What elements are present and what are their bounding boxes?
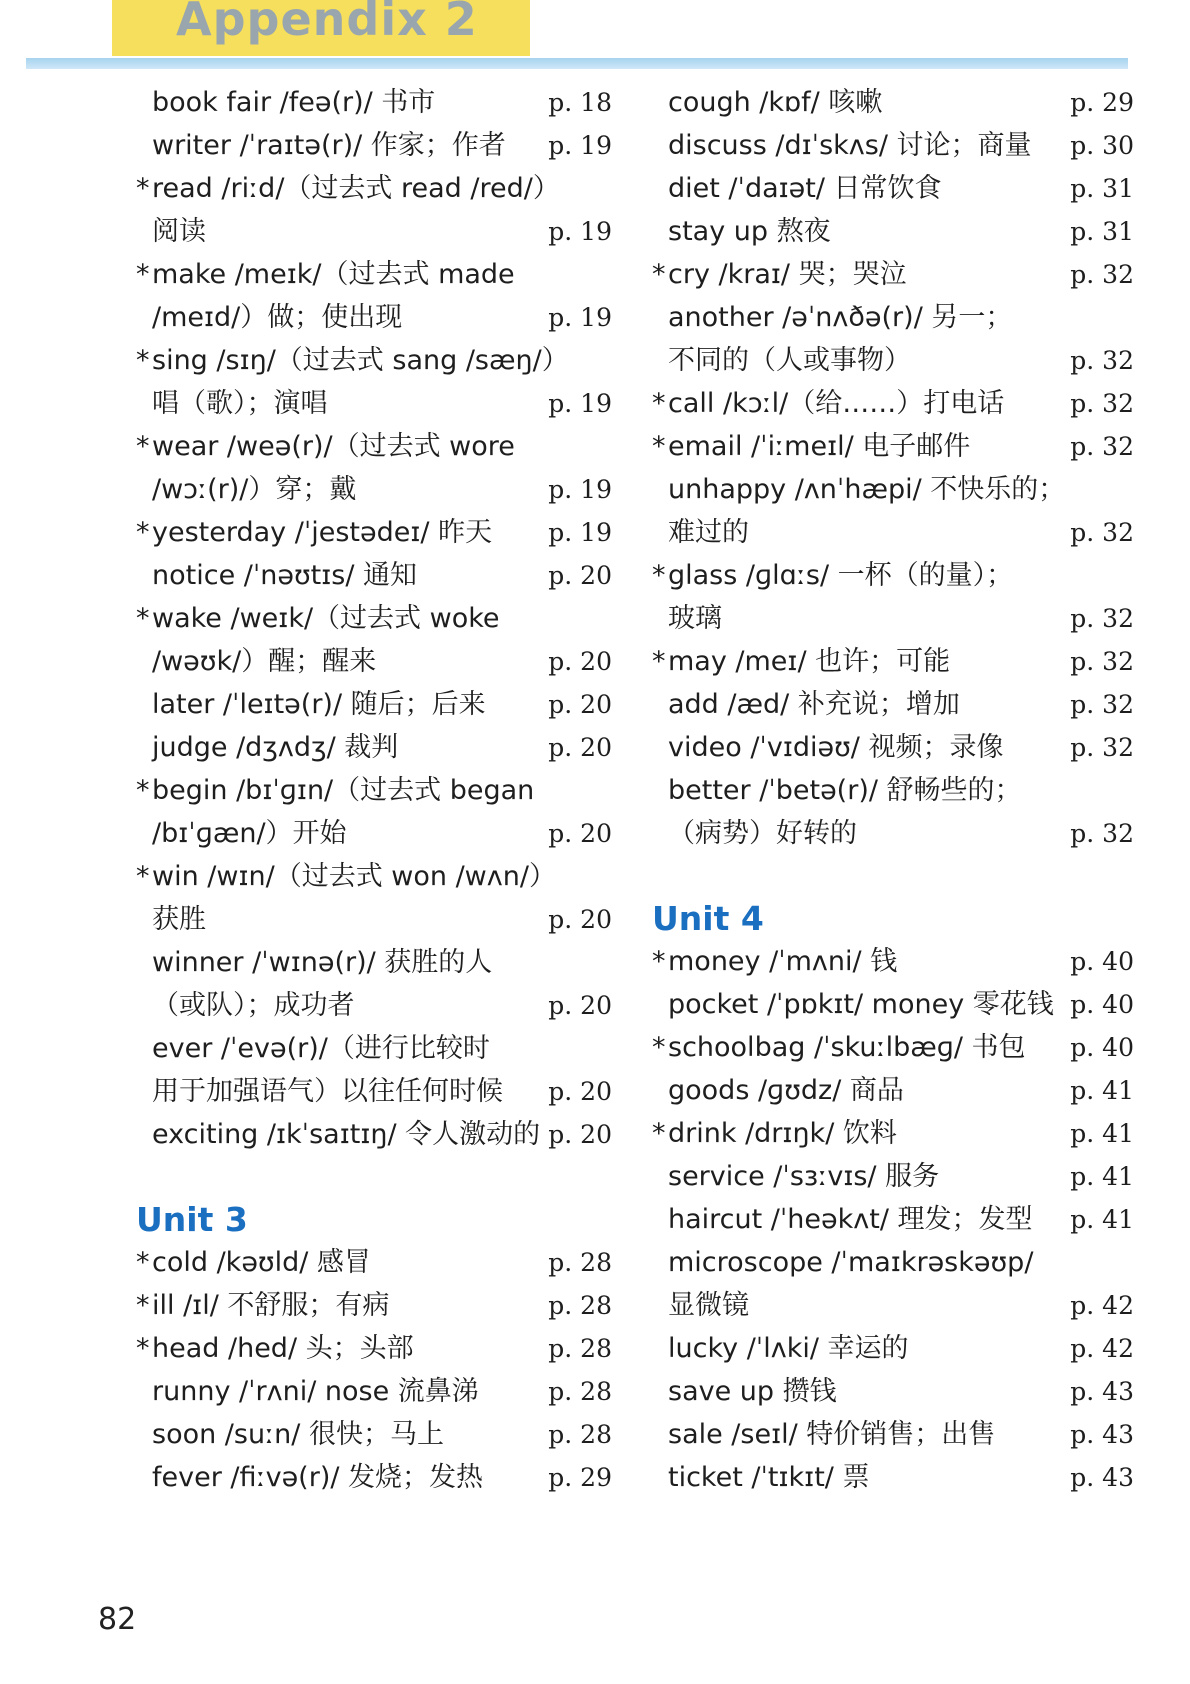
- vocab-page-ref: p. 28: [548, 1377, 612, 1406]
- vocab-text: head /hed/ 头；头部: [152, 1333, 414, 1364]
- vocab-page-ref: p. 32: [1070, 690, 1134, 719]
- appendix-title: Appendix 2: [176, 0, 478, 46]
- vocab-line: [136, 339, 606, 382]
- vocab-line: [136, 1284, 612, 1327]
- vocab-page-ref: p. 20: [548, 819, 612, 848]
- vocab-text: 显微镜: [668, 1290, 749, 1321]
- vocab-text: sing /sɪŋ/（过去式 sang /sæŋ/）: [152, 345, 569, 376]
- vocab-page-ref: p. 31: [1070, 217, 1134, 246]
- vocab-line: [136, 296, 612, 339]
- vocab-line: [136, 167, 606, 210]
- vocab-text: wear /weə(r)/（过去式 wore: [152, 431, 515, 462]
- vocab-text: wake /weɪk/（过去式 woke: [152, 603, 500, 634]
- vocab-page-ref: p. 41: [1070, 1162, 1134, 1191]
- vocab-page-ref: p. 18: [548, 88, 612, 117]
- vocab-text: 获胜: [152, 904, 206, 935]
- vocab-page-ref: p. 20: [548, 991, 612, 1020]
- vocab-line: [136, 683, 612, 726]
- unit-3-word-list: [136, 1241, 612, 1499]
- vocab-page-ref: p. 28: [548, 1420, 612, 1449]
- header-rule: [26, 58, 1128, 69]
- vocab-page-ref: p. 43: [1070, 1377, 1134, 1406]
- vocab-page-ref: p. 42: [1070, 1334, 1134, 1363]
- key-word-star-icon: *: [652, 1032, 666, 1063]
- vocab-text: 阅读: [152, 216, 206, 247]
- vocab-text: pocket /ˈpɒkɪt/ money 零花钱: [668, 989, 1054, 1020]
- vocab-line: [652, 983, 1132, 1026]
- vocab-page-ref: p. 29: [1070, 88, 1134, 117]
- vocab-line: [652, 339, 1132, 382]
- vocab-line: [136, 769, 606, 812]
- vocab-page-ref: p. 28: [548, 1291, 612, 1320]
- vocab-page-ref: p. 41: [1070, 1119, 1134, 1148]
- key-word-star-icon: *: [136, 259, 150, 290]
- vocab-line: [652, 940, 1132, 983]
- vocab-page-ref: p. 20: [548, 1120, 612, 1149]
- vocab-line: [652, 597, 1132, 640]
- vocab-text: video /ˈvɪdiəʊ/ 视频；录像: [668, 732, 1004, 763]
- vocab-text: unhappy /ʌnˈhæpi/ 不快乐的；: [668, 474, 1066, 505]
- vocab-line: [652, 683, 1132, 726]
- vocab-line: [136, 1370, 612, 1413]
- vocab-text: diet /ˈdaɪət/ 日常饮食: [668, 173, 942, 204]
- vocab-text: lucky /ˈlʌki/ 幸运的: [668, 1333, 909, 1364]
- vocab-page-ref: p. 42: [1070, 1291, 1134, 1320]
- key-word-star-icon: *: [652, 388, 666, 419]
- key-word-star-icon: *: [136, 775, 150, 806]
- vocab-page-ref: p. 32: [1070, 647, 1134, 676]
- vocab-text: may /meɪ/ 也许；可能: [668, 646, 951, 677]
- vocab-text: microscope /ˈmaɪkrəskəʊp/: [668, 1247, 1034, 1278]
- key-word-star-icon: *: [652, 1118, 666, 1149]
- vocab-page-ref: p. 40: [1070, 947, 1134, 976]
- vocab-text: glass /ɡlɑːs/ 一杯（的量）；: [668, 560, 1014, 591]
- vocab-line: [652, 1456, 1132, 1499]
- vocab-line: [136, 124, 612, 167]
- vocab-text: notice /ˈnəʊtɪs/ 通知: [152, 560, 418, 591]
- vocab-text: haircut /ˈheəkʌt/ 理发；发型: [668, 1204, 1033, 1235]
- vocab-line: [652, 167, 1132, 210]
- vocab-text: fever /fiːvə(r)/ 发烧；发热: [152, 1462, 484, 1493]
- vocab-page-ref: p. 32: [1070, 346, 1134, 375]
- vocab-text: writer /ˈraɪtə(r)/ 作家；作者: [152, 130, 506, 161]
- vocab-text: cry /kraɪ/ 哭；哭泣: [668, 259, 907, 290]
- vocab-line: [652, 769, 1132, 812]
- vocab-page-ref: p. 41: [1070, 1076, 1134, 1105]
- vocab-page-ref: p. 29: [548, 1463, 612, 1492]
- vocab-text: winner /ˈwɪnə(r)/ 获胜的人: [152, 947, 493, 978]
- vocab-line: [652, 1370, 1132, 1413]
- vocab-text: cough /kɒf/ 咳嗽: [668, 87, 883, 118]
- vocab-text: 唱（歌）；演唱: [152, 388, 328, 419]
- vocab-line: [652, 1155, 1132, 1198]
- vocab-text: 用于加强语气）以往任何时候: [152, 1076, 503, 1107]
- vocab-line: [652, 1069, 1132, 1112]
- vocab-page-ref: p. 40: [1070, 1033, 1134, 1062]
- key-word-star-icon: *: [136, 603, 150, 634]
- vocab-page-ref: p. 20: [548, 1077, 612, 1106]
- key-word-star-icon: *: [652, 646, 666, 677]
- vocab-line: [136, 382, 612, 425]
- vocab-line: [652, 253, 1132, 296]
- vocab-text: book fair /feə(r)/ 书市: [152, 87, 436, 118]
- vocab-line: [652, 81, 1132, 124]
- vocab-page-ref: p. 43: [1070, 1420, 1134, 1449]
- vocab-page-ref: p. 20: [548, 647, 612, 676]
- vocab-line: [652, 425, 1132, 468]
- vocab-text: /bɪˈɡæn/）开始: [152, 818, 347, 849]
- vocab-page-ref: p. 32: [1070, 819, 1134, 848]
- vocab-line: [652, 1284, 1132, 1327]
- key-word-star-icon: *: [652, 431, 666, 462]
- vocab-line: [136, 726, 612, 769]
- vocab-line: [136, 1241, 612, 1284]
- vocab-text: sale /seɪl/ 特价销售；出售: [668, 1419, 996, 1450]
- vocab-line: [652, 296, 1132, 339]
- vocab-text: save up 攒钱: [668, 1376, 837, 1407]
- vocab-text: （或队）；成功者: [152, 990, 355, 1021]
- vocab-page-ref: p. 20: [548, 561, 612, 590]
- key-word-star-icon: *: [136, 1290, 150, 1321]
- vocab-page-ref: p. 32: [1070, 604, 1134, 633]
- vocab-text: judge /dʒʌdʒ/ 裁判: [152, 732, 399, 763]
- vocab-text: soon /suːn/ 很快；马上: [152, 1419, 444, 1450]
- vocab-line: [652, 1241, 1132, 1284]
- vocab-text: better /ˈbetə(r)/ 舒畅些的；: [668, 775, 1022, 806]
- vocab-page-ref: p. 19: [548, 389, 612, 418]
- left-word-list: [136, 81, 612, 1156]
- vocab-text: later /ˈleɪtə(r)/ 随后；后来: [152, 689, 486, 720]
- vocab-line: [652, 554, 1132, 597]
- key-word-star-icon: *: [136, 1333, 150, 1364]
- vocab-line: [652, 1112, 1132, 1155]
- vocab-text: another /əˈnʌðə(r)/ 另一；: [668, 302, 1013, 333]
- vocab-page-ref: p. 28: [548, 1334, 612, 1363]
- vocab-line: [136, 812, 612, 855]
- vocab-text: schoolbag /ˈskuːlbæɡ/ 书包: [668, 1032, 1026, 1063]
- key-word-star-icon: *: [136, 345, 150, 376]
- vocab-text: ill /ɪl/ 不舒服；有病: [152, 1290, 390, 1321]
- key-word-star-icon: *: [136, 861, 150, 892]
- vocab-page-ref: p. 32: [1070, 432, 1134, 461]
- vocab-page-ref: p. 20: [548, 905, 612, 934]
- vocab-text: money /ˈmʌni/ 钱: [668, 946, 898, 977]
- vocab-page-ref: p. 28: [548, 1248, 612, 1277]
- vocab-line: [652, 1413, 1132, 1456]
- unit-4-word-list: [652, 940, 1132, 1499]
- right-word-list: [652, 81, 1132, 855]
- vocab-text: discuss /dɪˈskʌs/ 讨论；商量: [668, 130, 1032, 161]
- vocab-line: [136, 984, 612, 1027]
- section-gap: [136, 1156, 606, 1198]
- unit-3-heading: Unit 3: [136, 1200, 248, 1239]
- vocab-page-ref: p. 43: [1070, 1463, 1134, 1492]
- vocab-page-ref: p. 19: [548, 217, 612, 246]
- key-word-star-icon: *: [136, 431, 150, 462]
- vocab-text: （病势）好转的: [668, 818, 857, 849]
- vocab-line: [136, 210, 612, 253]
- vocab-text: email /ˈiːmeɪl/ 电子邮件: [668, 431, 971, 462]
- vocab-text: ticket /ˈtɪkɪt/ 票: [668, 1462, 870, 1493]
- vocab-text: stay up 熬夜: [668, 216, 831, 247]
- vocab-text: 难过的: [668, 517, 749, 548]
- vocab-text: make /meɪk/（过去式 made: [152, 259, 515, 290]
- vocab-text: drink /drɪŋk/ 饮料: [668, 1118, 897, 1149]
- vocab-text: add /æd/ 补充说；增加: [668, 689, 960, 720]
- vocab-text: exciting /ɪkˈsaɪtɪŋ/ 令人激动的: [152, 1119, 541, 1150]
- vocab-line: [136, 855, 606, 898]
- key-word-star-icon: *: [652, 560, 666, 591]
- vocab-line: [136, 1413, 612, 1456]
- vocab-line: [136, 425, 606, 468]
- vocab-page-ref: p. 19: [548, 131, 612, 160]
- vocab-line: [652, 124, 1132, 167]
- section-gap: [652, 855, 1132, 897]
- vocab-page-ref: p. 31: [1070, 174, 1134, 203]
- vocab-line: [136, 1327, 612, 1370]
- vocab-line: [136, 554, 612, 597]
- vocab-text: begin /bɪˈɡɪn/（过去式 began: [152, 775, 535, 806]
- vocab-page-ref: p. 40: [1070, 990, 1134, 1019]
- vocab-line: [136, 81, 612, 124]
- vocab-text: goods /ɡʊdz/ 商品: [668, 1075, 904, 1106]
- vocab-page-ref: p. 32: [1070, 733, 1134, 762]
- vocab-page-ref: p. 19: [548, 475, 612, 504]
- vocab-line: [136, 597, 606, 640]
- vocab-text: call /kɔːl/（给……）打电话: [668, 388, 1005, 419]
- vocab-text: yesterday /ˈjestədeɪ/ 昨天: [152, 517, 493, 548]
- vocab-line: [652, 210, 1132, 253]
- key-word-star-icon: *: [652, 946, 666, 977]
- vocab-page-ref: p. 32: [1070, 260, 1134, 289]
- vocab-text: /meɪd/）做；使出现: [152, 302, 403, 333]
- key-word-star-icon: *: [136, 517, 150, 548]
- key-word-star-icon: *: [652, 259, 666, 290]
- vocab-line: [652, 1026, 1132, 1069]
- vocab-line: [136, 640, 612, 683]
- vocab-line: [652, 812, 1132, 855]
- page-number: 82: [98, 1602, 137, 1637]
- vocab-line: [136, 1456, 612, 1499]
- vocab-line: [136, 1113, 612, 1156]
- vocab-text: cold /kəʊld/ 感冒: [152, 1247, 371, 1278]
- vocab-line: [136, 898, 612, 941]
- vocab-page-ref: p. 30: [1070, 131, 1134, 160]
- vocab-line: [652, 726, 1132, 769]
- vocab-text: /wəʊk/）醒；醒来: [152, 646, 377, 677]
- vocab-line: [136, 253, 606, 296]
- vocab-text: 不同的（人或事物）: [668, 345, 911, 376]
- vocab-line: [136, 1027, 606, 1070]
- vocab-text: read /riːd/（过去式 read /red/）: [152, 173, 560, 204]
- unit-4-heading: Unit 4: [652, 899, 764, 938]
- vocab-text: /wɔː(r)/）穿；戴: [152, 474, 357, 505]
- vocab-page-ref: p. 19: [548, 303, 612, 332]
- vocab-line: [652, 511, 1132, 554]
- vocab-text: runny /ˈrʌni/ nose 流鼻涕: [152, 1376, 479, 1407]
- vocab-text: win /wɪn/（过去式 won /wʌn/）: [152, 861, 556, 892]
- vocab-page-ref: p. 19: [548, 518, 612, 547]
- left-column: [136, 81, 612, 1499]
- vocab-line: [652, 468, 1132, 511]
- vocab-page-ref: p. 20: [548, 733, 612, 762]
- vocab-line: [652, 1198, 1132, 1241]
- vocab-text: ever /ˈevə(r)/（进行比较时: [152, 1033, 490, 1064]
- vocab-line: [652, 1327, 1132, 1370]
- vocab-text: 玻璃: [668, 603, 722, 634]
- key-word-star-icon: *: [136, 1247, 150, 1278]
- vocab-line: [136, 468, 612, 511]
- vocab-page-ref: p. 32: [1070, 518, 1134, 547]
- vocab-line: [652, 382, 1132, 425]
- vocab-text: service /ˈsɜːvɪs/ 服务: [668, 1161, 940, 1192]
- vocab-line: [136, 941, 606, 984]
- right-column: [652, 81, 1132, 1499]
- vocab-page-ref: p. 20: [548, 690, 612, 719]
- vocab-page-ref: p. 32: [1070, 389, 1134, 418]
- vocab-line: [136, 1070, 612, 1113]
- key-word-star-icon: *: [136, 173, 150, 204]
- vocab-page-ref: p. 41: [1070, 1205, 1134, 1234]
- vocab-line: [652, 640, 1132, 683]
- vocab-line: [136, 511, 612, 554]
